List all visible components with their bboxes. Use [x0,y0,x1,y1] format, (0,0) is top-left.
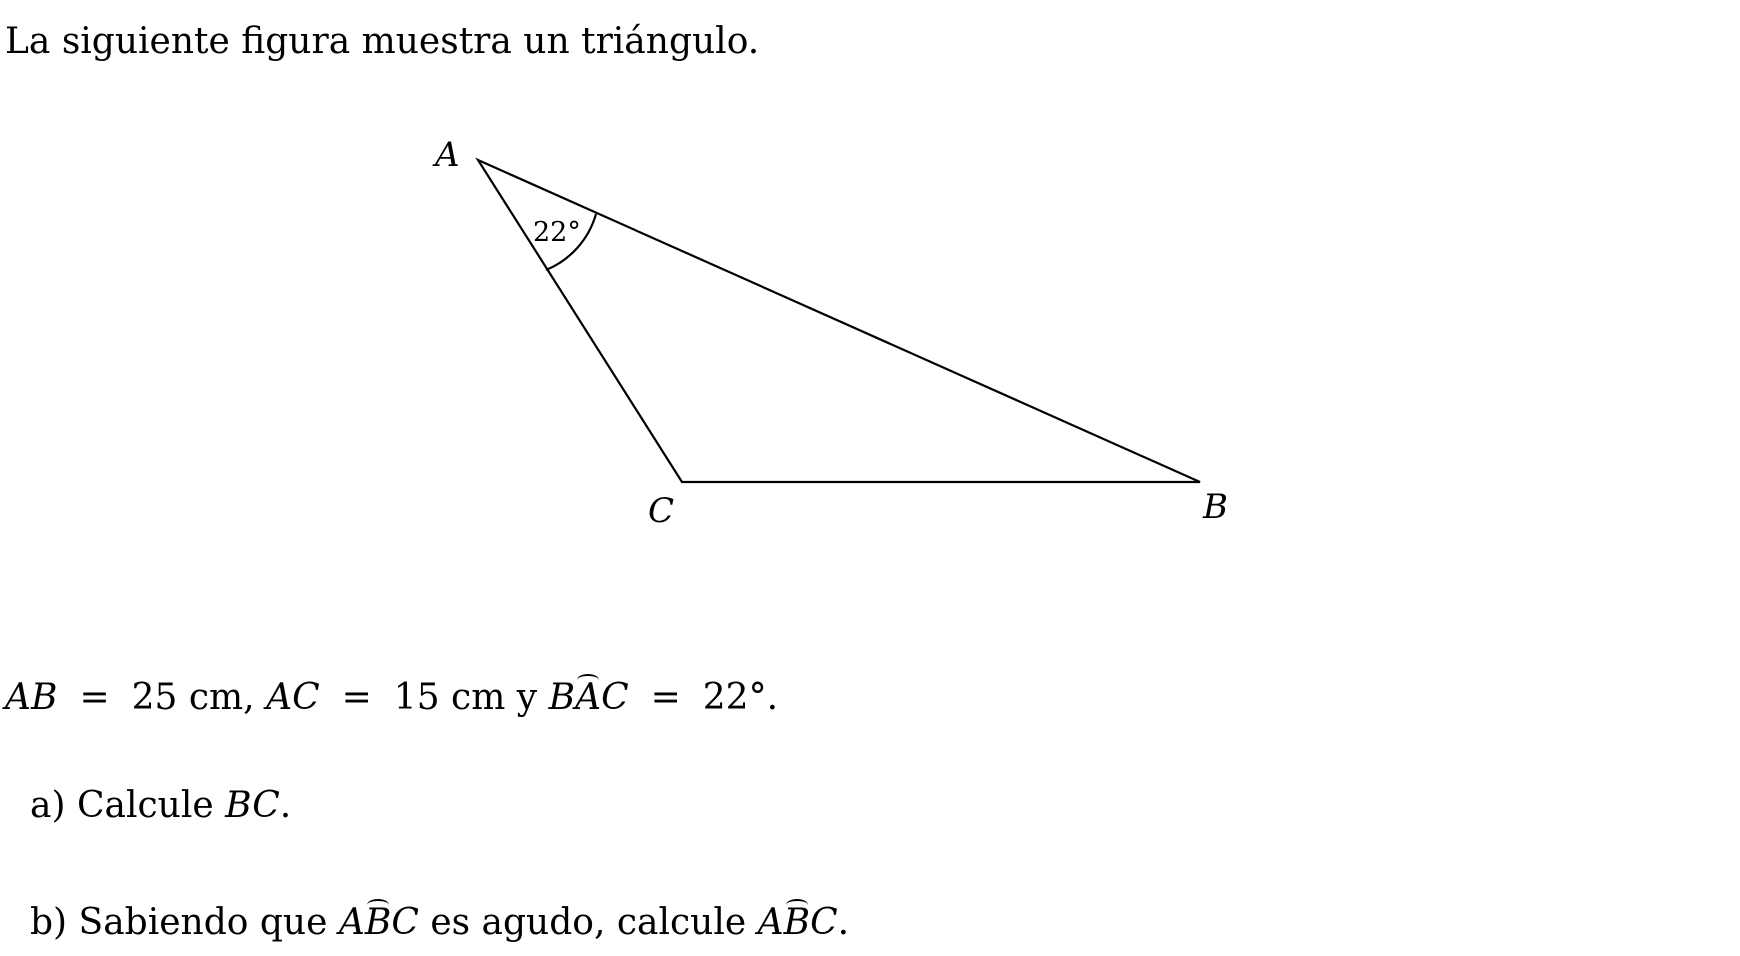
ab-value: 25 cm, [131,677,255,718]
given-data [5,677,779,718]
equals-sign: = [341,677,372,718]
segment-bc: BC [225,785,280,826]
question-part-b [30,902,850,943]
ac-value: 15 cm y [393,677,538,718]
angle-abc-2: ABC [757,902,838,943]
vertex-label-b: B [1203,487,1228,527]
angle-label-a: 22° [533,217,581,248]
part-b-suffix: . [837,902,850,943]
part-a-suffix: . [279,785,292,826]
part-b-middle: es agudo, calcule [430,902,747,943]
angle-bac: BAC [548,677,629,718]
segment-ab: AB [5,677,58,718]
vertex-label-a: A [435,135,460,175]
triangle-abc [478,160,1200,482]
segment-ac: AC [266,677,320,718]
intro-text: La siguiente figura muestra un triángulo. [5,21,760,62]
angle-value: 22°. [702,677,779,718]
equals-sign: = [79,677,110,718]
question-part-a [30,785,292,826]
vertex-label-c: C [648,491,675,531]
angle-abc: ABC [338,902,419,943]
equals-sign: = [650,677,681,718]
part-b-prefix: b) Sabiendo que [30,902,328,943]
part-a-prefix: a) Calcule [30,785,214,826]
